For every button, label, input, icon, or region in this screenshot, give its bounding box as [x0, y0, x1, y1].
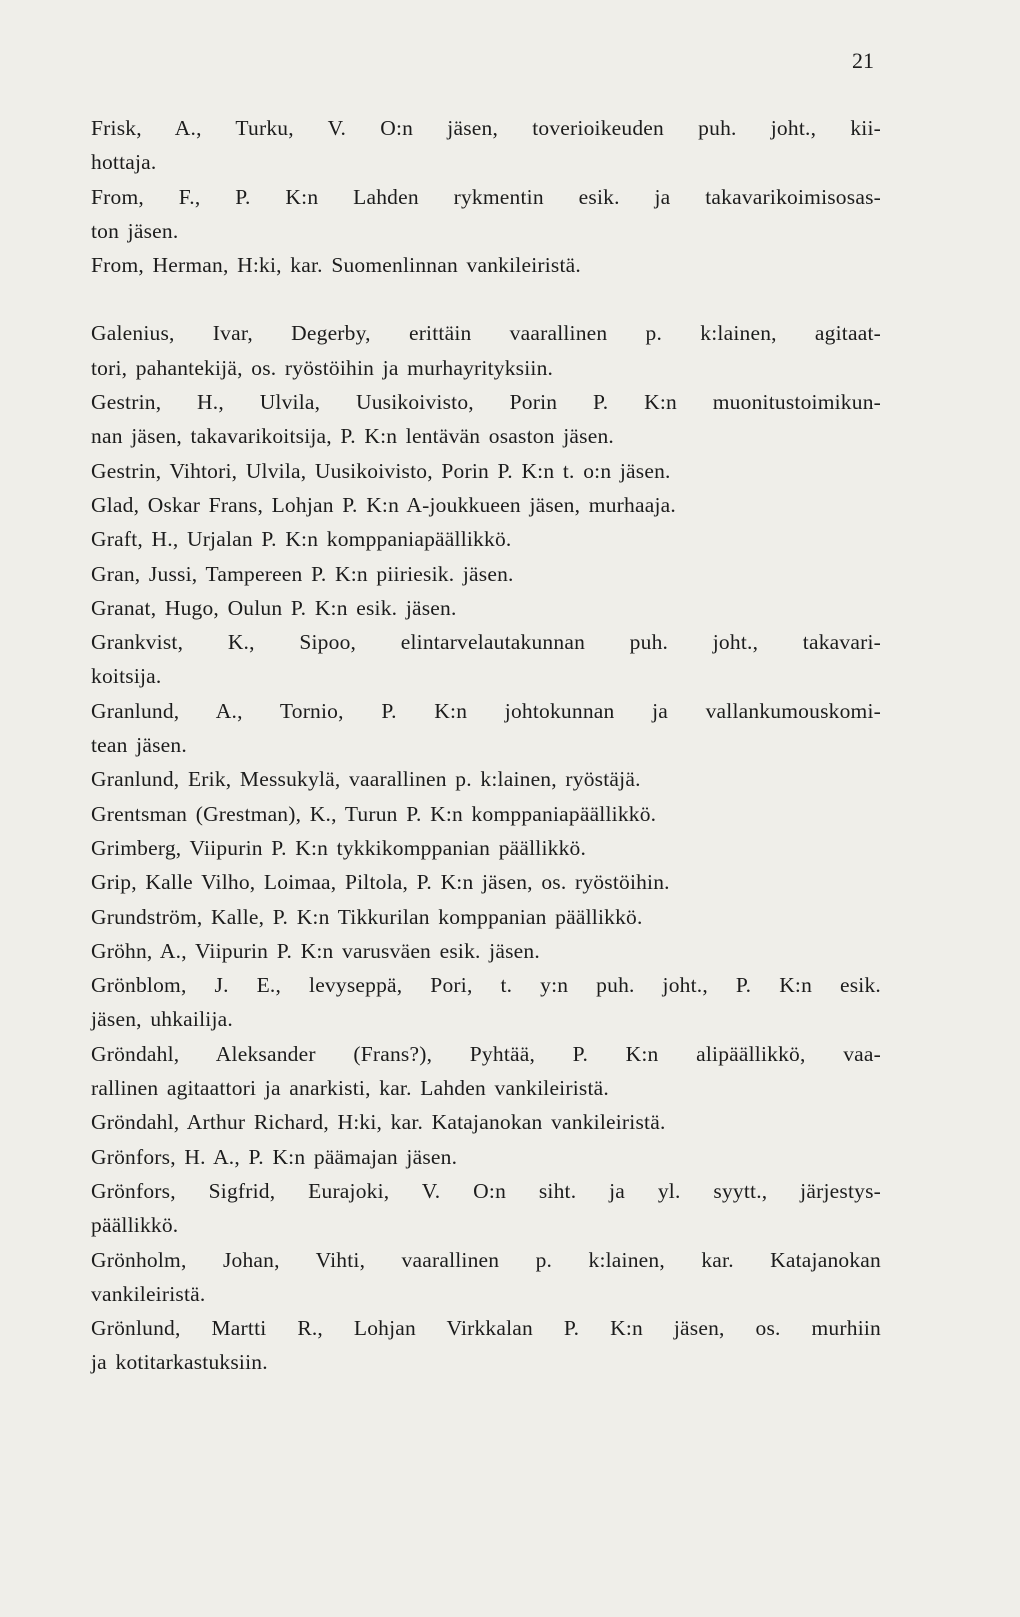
page-number: 21 [852, 48, 874, 73]
entry-line: Grundström, Kalle, P. K:n Tikkurilan komppanian päällikkö. [91, 904, 643, 929]
register-entry [91, 248, 881, 282]
entry-line: Graft, H., Urjalan P. K:n komppaniapäällikkö. [91, 527, 512, 552]
entry-line: päällikkö. [91, 1213, 179, 1238]
entry-line: koitsija. [91, 664, 162, 689]
entry-line: hottaja. [91, 150, 157, 175]
entry-line: Frisk, A., Turku, V. O:n jäsen, toverioikeuden puh. joht., kii- [91, 116, 881, 140]
entry-line: Grimberg, Viipurin P. K:n tykkikomppanian päällikkö. [91, 835, 587, 860]
register-entry [91, 1105, 881, 1139]
register-entry [91, 968, 881, 1037]
entry-line: Granat, Hugo, Oulun P. K:n esik. jäsen. [91, 595, 457, 620]
entry-line: From, Herman, H:ki, kar. Suomenlinnan vankileiristä. [91, 253, 581, 278]
entry-line: tean jäsen. [91, 733, 187, 758]
entry-line: Gestrin, H., Ulvila, Uusikoivisto, Porin P. K:n muonitustoimikun- [91, 390, 881, 415]
entry-line: Gestrin, Vihtori, Ulvila, Uusikoivisto, Porin P. K:n t. o:n jäsen. [91, 458, 671, 483]
entry-line: ja kotitarkastuksiin. [91, 1350, 268, 1375]
entry-line: Granlund, Erik, Messukylä, vaarallinen p. k:lainen, ryöstäjä. [91, 767, 641, 792]
register-entry [91, 488, 881, 522]
entry-line: Gran, Jussi, Tampereen P. K:n piiriesik. jäsen. [91, 561, 514, 586]
register-entry [91, 1311, 881, 1380]
entry-line: Grönfors, Sigfrid, Eurajoki, V. O:n siht. ja yl. syytt., järjestys- [91, 1178, 881, 1203]
register-entry [91, 625, 881, 694]
entry-line: Galenius, Ivar, Degerby, erittäin vaarallinen p. k:lainen, agitaat- [91, 321, 881, 346]
register-entry [91, 522, 881, 556]
register-entry [91, 316, 881, 385]
register-entry [91, 1140, 881, 1174]
register-entry [91, 900, 881, 934]
entry-line: Grönblom, J. E., levyseppä, Pori, t. y:n puh. joht., P. K:n esik. [91, 973, 881, 998]
register-entry [91, 180, 881, 249]
entry-line: rallinen agitaattori ja anarkisti, kar. Lahden vankileiristä. [91, 1076, 609, 1101]
register-entry [91, 1243, 881, 1312]
entry-line: Grip, Kalle Vilho, Loimaa, Piltola, P. K:n jäsen, os. ryöstöihin. [91, 870, 670, 895]
register-entry [91, 1037, 881, 1106]
register-entry [91, 762, 881, 796]
entry-line: Glad, Oskar Frans, Lohjan P. K:n A-joukkueen jäsen, murhaaja. [91, 492, 676, 517]
entry-line: Grentsman (Grestman), K., Turun P. K:n komppaniapäällikkö. [91, 801, 657, 826]
entry-line: Grönlund, Martti R., Lohjan Virkkalan P. K:n jäsen, os. murhiin [91, 1316, 881, 1341]
register-entry [91, 797, 881, 831]
entry-line: vankileiristä. [91, 1281, 206, 1306]
register-entry [91, 557, 881, 591]
entry-line: Gröndahl, Arthur Richard, H:ki, kar. Katajanokan vankileiristä. [91, 1110, 666, 1135]
entry-line: jäsen, uhkailija. [91, 1007, 233, 1032]
entry-line: Gröndahl, Aleksander (Frans?), Pyhtää, P. K:n alipäällikkö, vaa- [91, 1041, 881, 1066]
register-entry [91, 591, 881, 625]
entry-line: Grönfors, H. A., P. K:n päämajan jäsen. [91, 1144, 458, 1169]
register-entry [91, 694, 881, 763]
entry-line: Grankvist, K., Sipoo, elintarvelautakunnan puh. joht., takavari- [91, 630, 881, 655]
register-entry [91, 1174, 881, 1243]
entry-list [91, 111, 881, 1380]
register-entry [91, 454, 881, 488]
entry-line: tori, pahantekijä, os. ryöstöihin ja murhayrityksiin. [91, 355, 554, 380]
register-entry [91, 111, 881, 180]
section-gap [91, 282, 881, 316]
register-entry [91, 934, 881, 968]
entry-line: Granlund, A., Tornio, P. K:n johtokunnan ja vallankumouskomi- [91, 698, 881, 723]
entry-line: ton jäsen. [91, 218, 179, 243]
entry-line: From, F., P. K:n Lahden rykmentin esik. ja takavarikoimisosas- [91, 184, 881, 209]
register-entry [91, 865, 881, 899]
entry-line: nan jäsen, takavarikoitsija, P. K:n lentävän osaston jäsen. [91, 424, 615, 449]
register-entry [91, 385, 881, 454]
entry-line: Gröhn, A., Viipurin P. K:n varusväen esik. jäsen. [91, 938, 540, 963]
entry-line: Grönholm, Johan, Vihti, vaarallinen p. k:lainen, kar. Katajanokan [91, 1247, 881, 1272]
register-entry [91, 831, 881, 865]
